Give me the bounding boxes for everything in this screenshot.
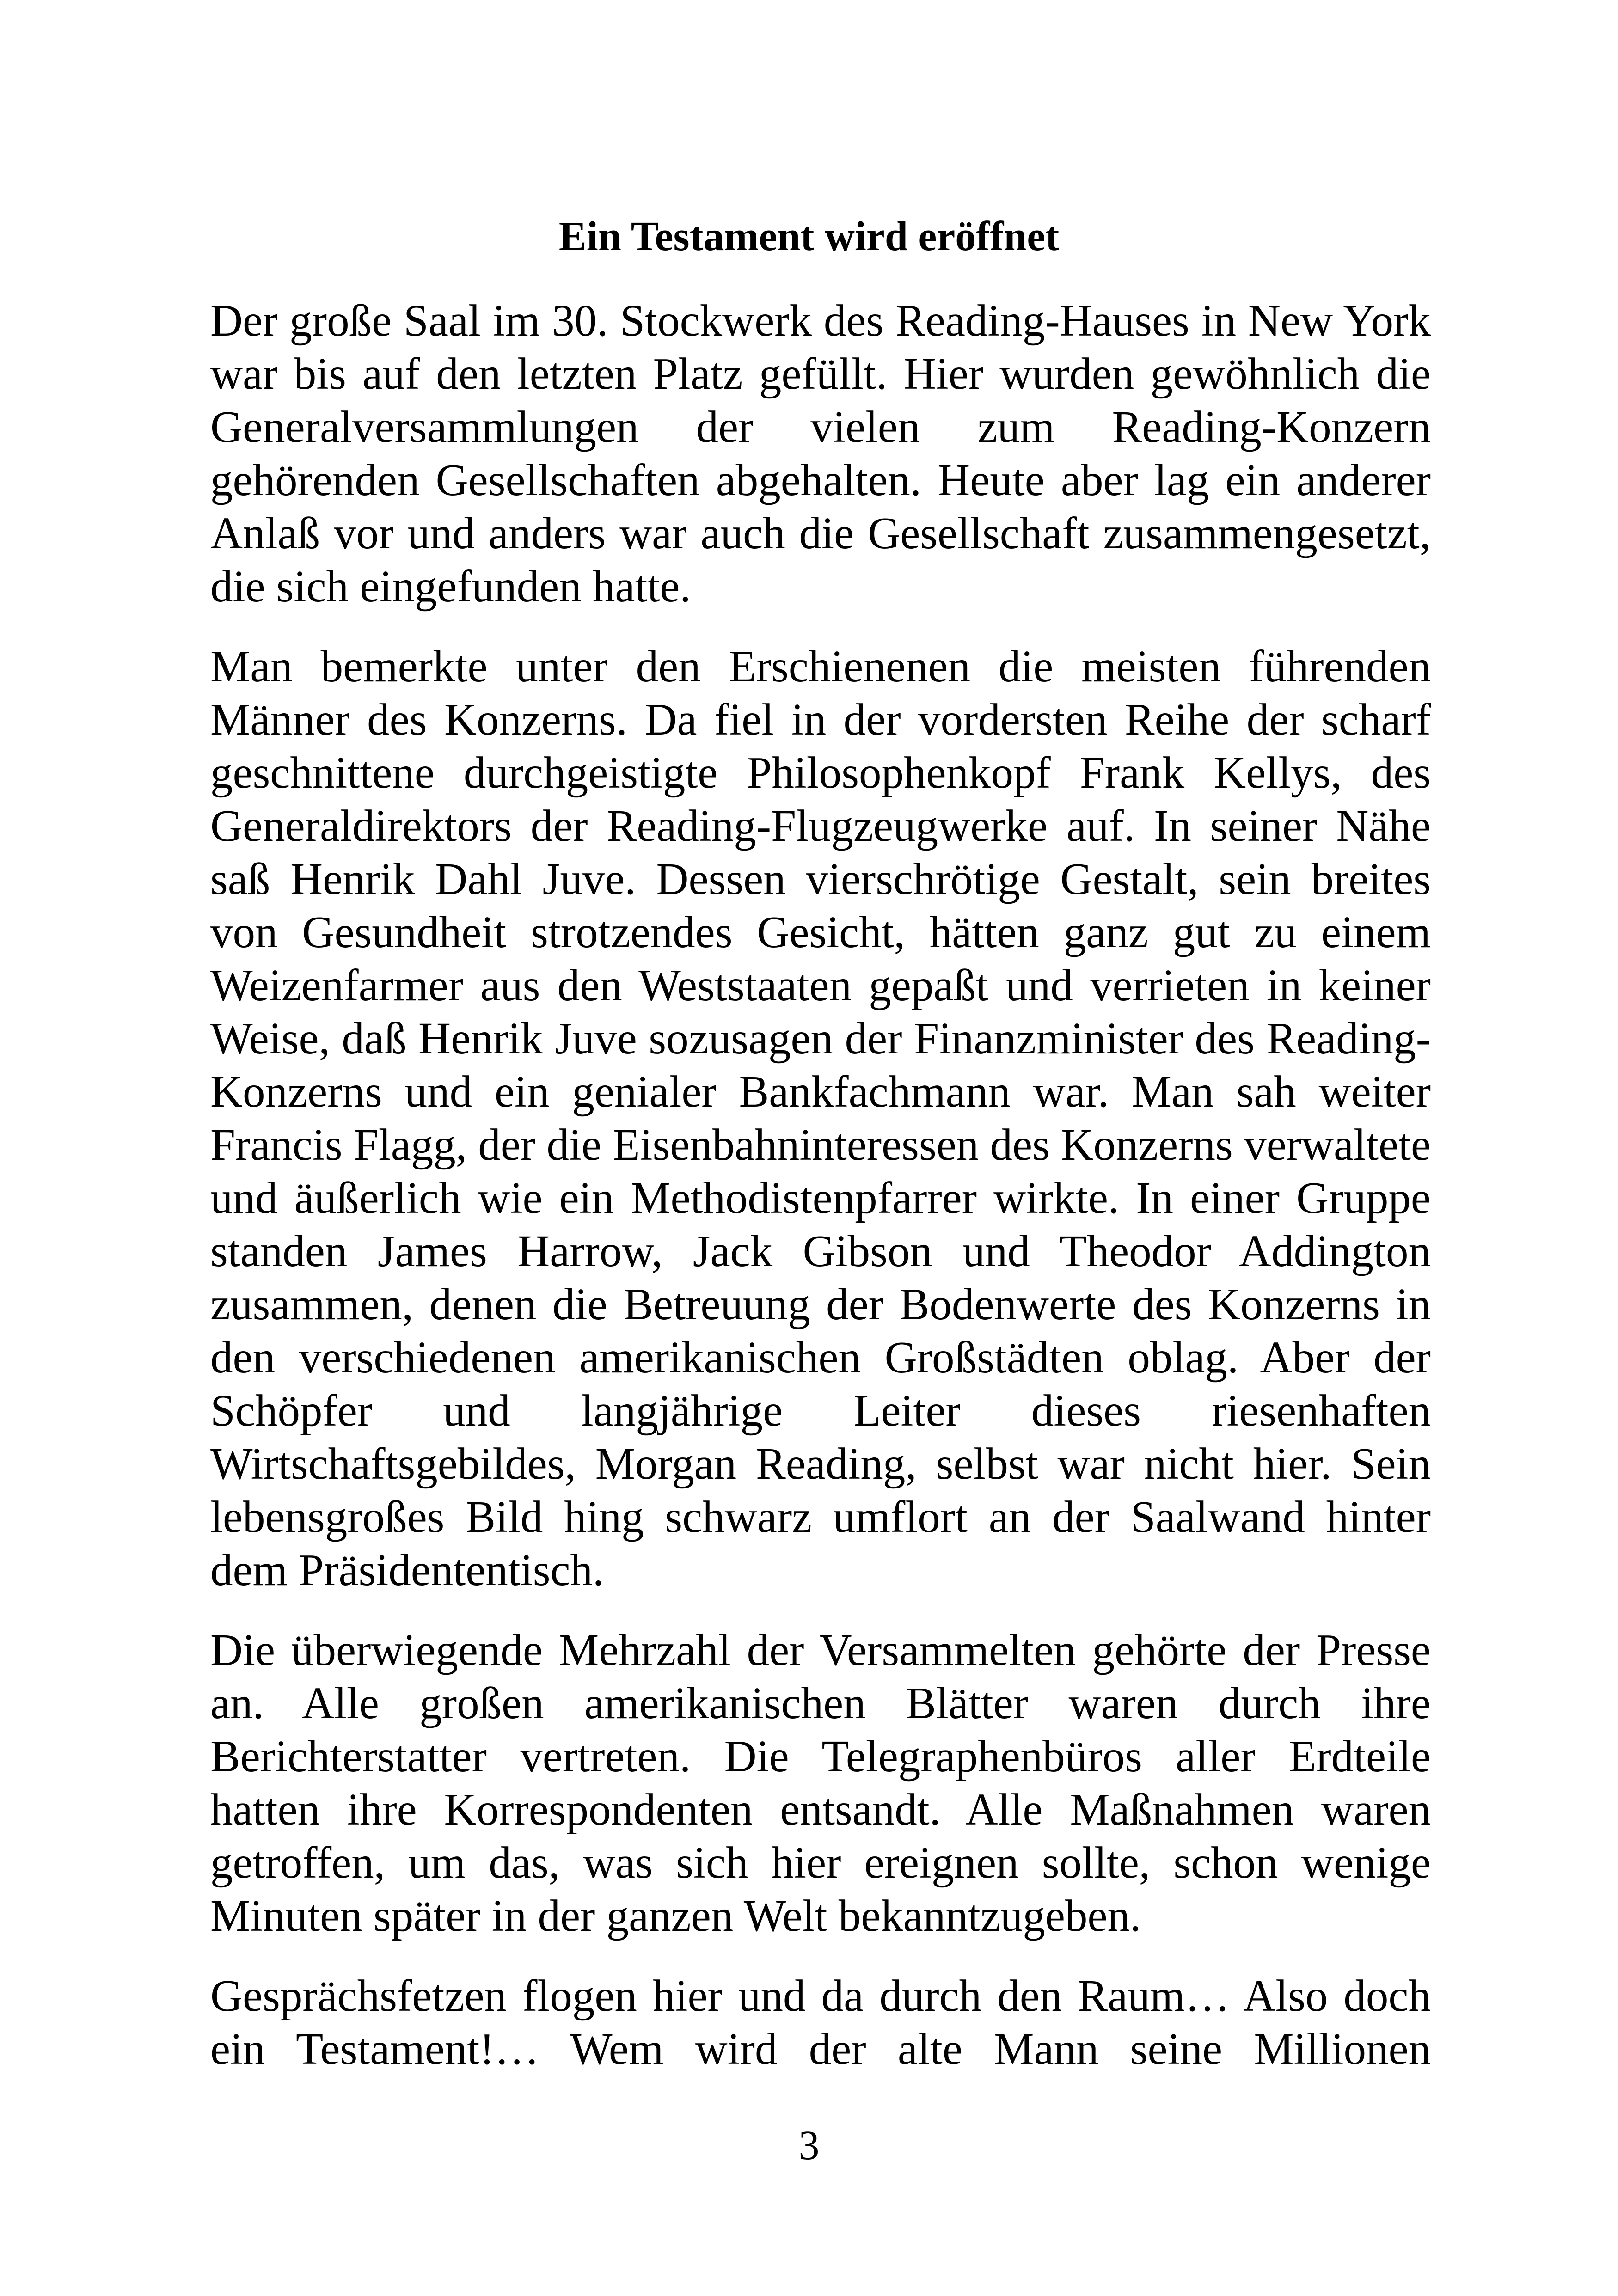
paragraph-2: Man bemerkte unter den Erschienenen die meisten führenden Männer des Konzerns. Da fiel in der vordersten Reihe der scharf geschnittene durchgeistigte Philosophenkopf Frank Kellys, des Generaldirektors der Reading-Flugzeugwerke auf. In seiner Nähe saß Henrik Dahl Juve. Dessen vierschrötige Gestalt, sein breites von Gesundheit strotzendes Gesicht, hätten ganz gut zu einem Weizenfarmer aus den Weststaaten gepaßt und verrieten in keiner Weise, daß Henrik Juve sozusagen der Finanzminister des Reading-Konzerns und ein genialer Bankfachmann war. Man sah weiter Francis Flagg, der die Eisenbahninteressen des Konzerns verwaltete und äußerlich wie ein Methodistenpfarrer wirkte. In einer Gruppe standen James Harrow, Jack Gibson und Theodor Addington zusammen, denen die Betreuung der Bodenwerte des Konzerns in den verschiedenen amerikanischen Großstädten oblag. Aber der Schöpfer und langjährige Leiter dieses riesenhaften Wirtschaftsgebildes, Morgan Reading, selbst war nicht hier. Sein lebensgroßes Bild hing schwarz umflort an der Saalwand hinter dem Präsidententisch. (210, 642, 1431, 1595)
paragraph-1: Der große Saal im 30. Stockwerk des Reading-Hauses in New York war bis auf den letzten Platz gefüllt. Hier wurden gewöhnlich die Generalversammlungen der vielen zum Reading-Konzern gehörenden Gesellschaften abgehalten. Heute aber lag ein anderer Anlaß vor und anders war auch die Gesellschaft zusammengesetzt, die sich eingefunden hatte. (210, 296, 1431, 611)
paragraph-4: Gesprächsfetzen flogen hier und da durch den Raum… Also doch ein Testament!… Wem wird der alte Mann seine Millionen (210, 1971, 1431, 2074)
chapter-title: Ein Testament wird eröffnet (558, 214, 1060, 259)
body-text (210, 294, 1431, 2102)
page-number: 3 (798, 2123, 820, 2168)
paragraph-3: Die überwiegende Mehrzahl der Versammelten gehörte der Presse an. Alle großen amerikanischen Blätter waren durch ihre Berichterstatter vertreten. Die Telegraphenbüros aller Erdteile hatten ihre Korrespondenten entsandt. Alle Maßnahmen waren getroffen, um das, was sich hier ereignen sollte, schon wenige Minuten später in der ganzen Welt bekanntzugeben. (210, 1625, 1431, 1941)
